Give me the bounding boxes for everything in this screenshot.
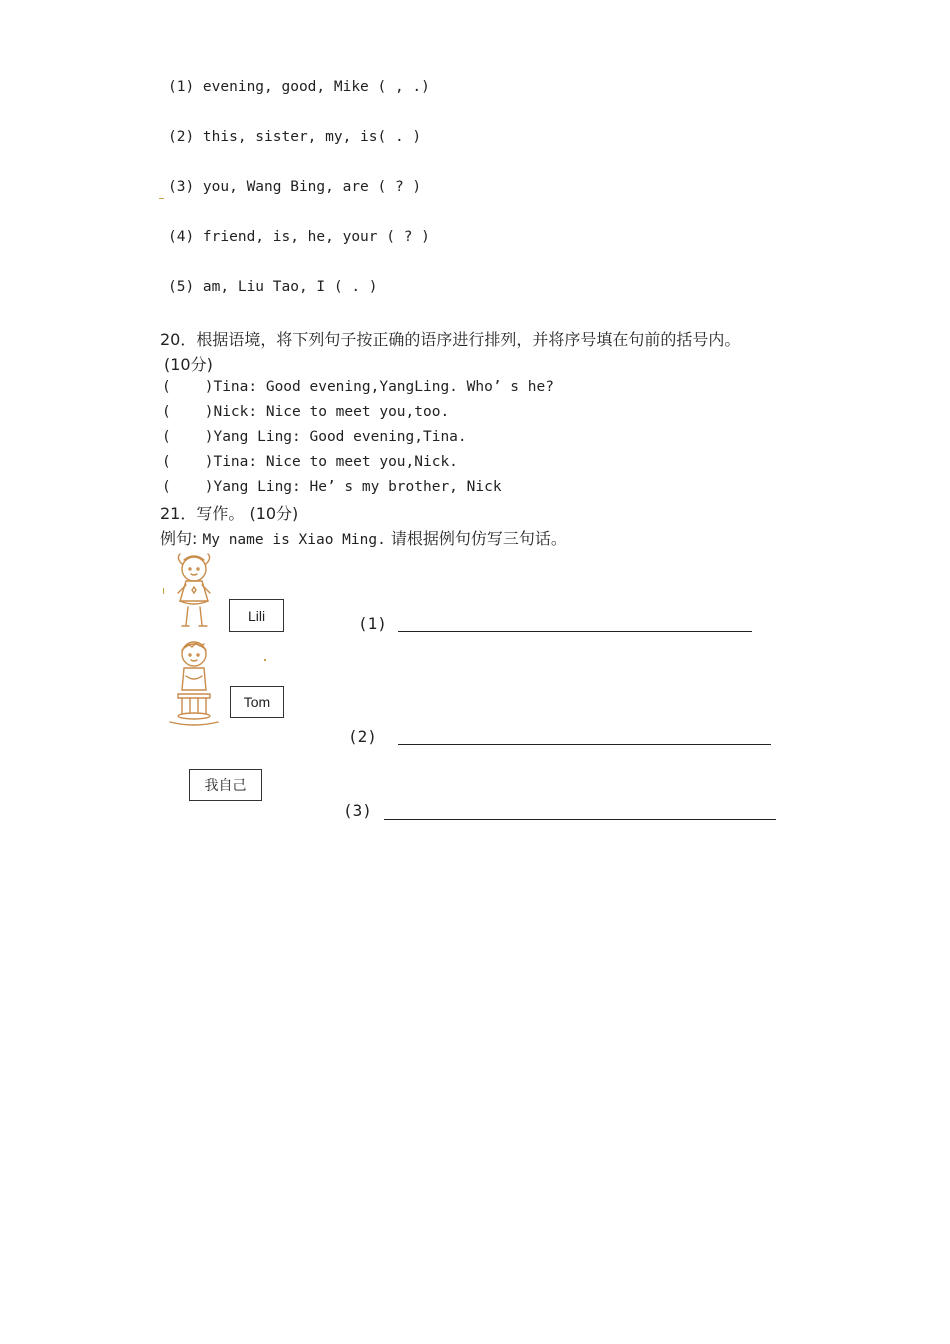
example-text: My name is Xiao Ming. — [202, 532, 386, 548]
girl-illustration — [162, 552, 226, 634]
q20-line-2: ( )Nick: Nice to meet you,too. — [162, 404, 450, 420]
writing-line-3[interactable] — [384, 819, 776, 820]
writing-line-2[interactable] — [398, 744, 771, 745]
q21-title: 21．写作。 (10分) — [160, 504, 299, 523]
example-instruction: 请根据例句仿写三句话。 — [390, 529, 567, 548]
label-text: Tom — [243, 694, 271, 710]
stray-mark — [264, 659, 266, 661]
q20-line-1: ( )Tina: Good evening,YangLing. Who’ s he? — [162, 379, 554, 395]
writing-line-1[interactable] — [398, 631, 752, 632]
q20-line-text: Yang Ling: Good evening,Tina. — [213, 429, 467, 445]
label-text: Lili — [247, 607, 266, 624]
q21-example — [160, 526, 567, 549]
q19-item-5: (5) am, Liu Tao, I ( . ) — [168, 279, 378, 295]
stray-mark — [159, 198, 164, 199]
stray-mark — [163, 588, 164, 594]
q20-line-text: Yang Ling: He’ s my brother, Nick — [213, 479, 502, 495]
q20-line-5: ( )Yang Ling: He’ s my brother, Nick — [162, 479, 502, 495]
q20-line-text: Nick: Nice to meet you,too. — [213, 404, 450, 420]
label-text: 我自己 — [204, 777, 247, 793]
q20-line-text: Tina: Good evening,YangLing. Who’ s he? — [213, 379, 554, 395]
q20-score: (10分) — [164, 355, 213, 374]
q20-line-text: Tina: Nice to meet you,Nick. — [213, 454, 458, 470]
blank-number-2: (2) — [348, 727, 377, 746]
q20-line-4: ( )Tina: Nice to meet you,Nick. — [162, 454, 458, 470]
boy-illustration — [164, 636, 224, 728]
example-label: 例句: — [160, 529, 198, 548]
q20-line-3: ( )Yang Ling: Good evening,Tina. — [162, 429, 467, 445]
q19-item-3: (3) you, Wang Bing, are ( ? ) — [168, 179, 422, 195]
label-box-lili — [229, 599, 284, 632]
q19-item-2: (2) this, sister, my, is( . ) — [168, 129, 422, 145]
blank-number-3: (3) — [343, 801, 372, 820]
label-box-self — [189, 769, 262, 801]
q20-title: 20．根据语境，将下列句子按正确的语序进行排列，并将序号填在句前的括号内。 — [160, 330, 741, 349]
label-box-tom — [230, 686, 284, 718]
q19-item-1: (1) evening, good, Mike ( , .) — [168, 79, 430, 95]
q19-item-4: (4) friend, is, he, your ( ? ) — [168, 229, 430, 245]
blank-number-1: (1) — [358, 614, 387, 633]
